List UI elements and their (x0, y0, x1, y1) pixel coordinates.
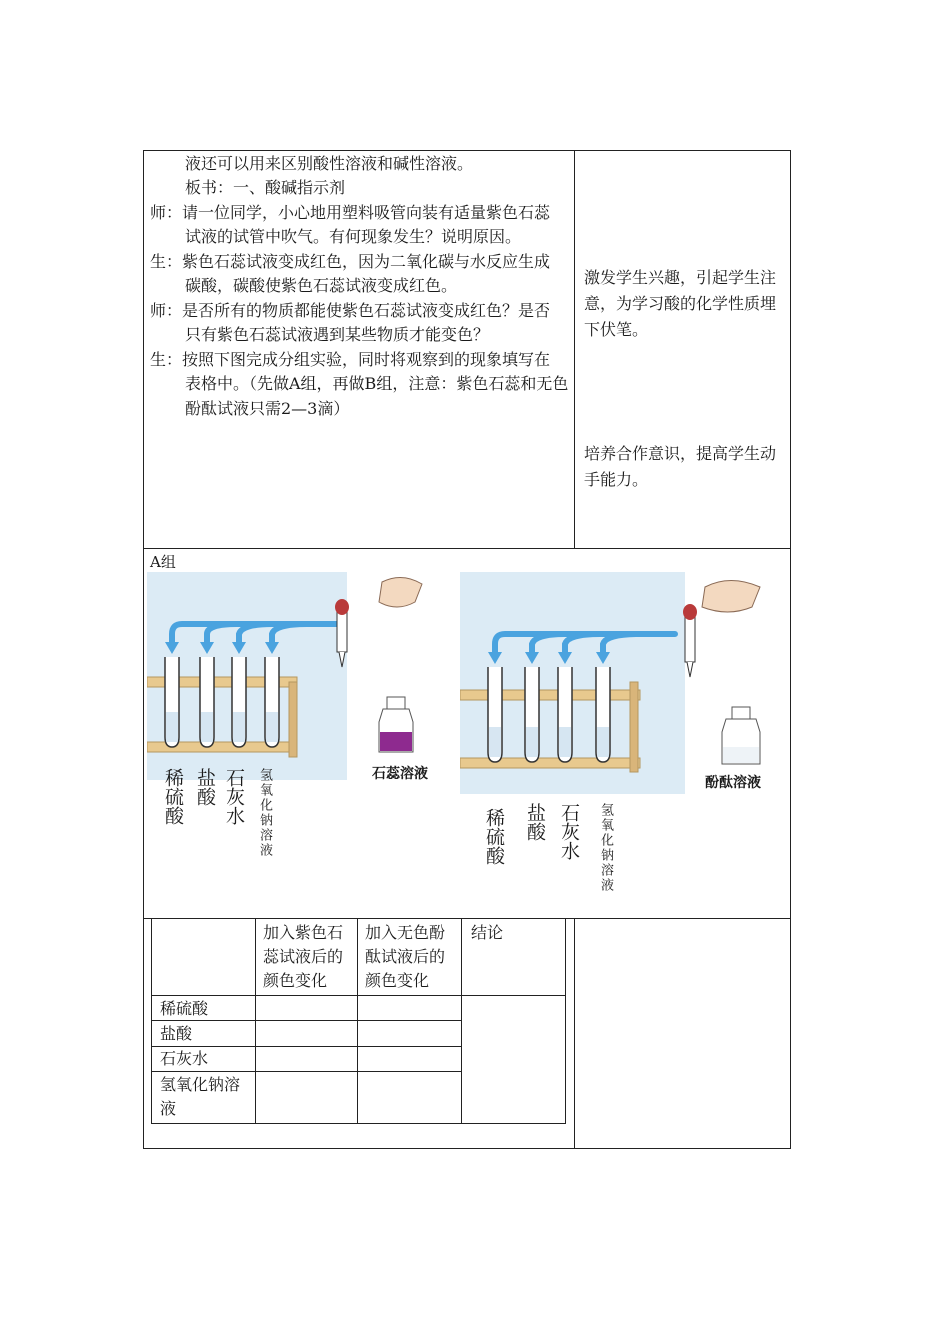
teaching-note-2: 培养合作意识，提高学生动手能力。 (584, 444, 777, 489)
table-row-label: 稀硫酸 (160, 999, 209, 1018)
left-label-sodium-hydroxide: 氢氧化钠溶液 (257, 768, 272, 858)
lesson-line: 只有紫色石蕊试液遇到某些物质才能变色？ (185, 325, 490, 344)
teaching-note-1: 激发学生兴趣，引起学生注意，为学习酸的化学性质埋下伏笔。 (584, 268, 777, 339)
results-table (151, 918, 566, 1124)
column-divider-bottom (574, 918, 575, 1149)
right-label-sodium-hydroxide: 氢氧化钠溶液 (598, 803, 613, 893)
column-divider-top (574, 150, 575, 549)
phenolphthalein-experiment-illustration (460, 572, 776, 794)
lesson-line: 试液的试管中吹气。有何现象发生？说明原因。 (185, 227, 522, 246)
litmus-bottle-label: 石蕊溶液 (372, 766, 428, 782)
phenolphthalein-bottle-label: 酚酞溶液 (705, 775, 761, 791)
left-label-limewater: 石灰水 (223, 768, 245, 825)
lesson-line: 碳酸，碳酸使紫色石蕊试液变成红色。 (185, 276, 458, 295)
lesson-line: 生：紫色石蕊试液变成红色，因为二氧化碳与水反应生成 (150, 252, 551, 271)
right-label-limewater: 石灰水 (558, 803, 580, 860)
table-row-label: 石灰水 (160, 1049, 209, 1068)
left-label-dilute-sulfuric-acid: 稀硫酸 (162, 768, 184, 825)
table-row-label: 氢氧化钠溶液 (160, 1075, 241, 1118)
lesson-line: 表格中。（先做A组，再做B组，注意：紫色石蕊和无色 (185, 374, 569, 393)
table-header-conclusion: 结论 (471, 923, 504, 942)
table-header-phenolphthalein: 加入无色酚酞试液后的颜色变化 (365, 923, 446, 990)
row-divider-1 (143, 548, 791, 549)
right-label-dilute-sulfuric-acid: 稀硫酸 (483, 808, 505, 865)
lesson-line: 生：按照下图完成分组实验，同时将观察到的现象填写在 (150, 350, 551, 369)
lesson-line: 板书：一、酸碱指示剂 (185, 178, 346, 197)
lesson-line: 酚酞试液只需2—3滴） (185, 399, 350, 418)
lesson-line: 液还可以用来区别酸性溶液和碱性溶液。 (185, 154, 474, 173)
right-label-hydrochloric-acid: 盐酸 (524, 803, 546, 841)
litmus-experiment-illustration (147, 572, 434, 780)
lesson-line: 师：请一位同学，小心地用塑料吸管向装有适量紫色石蕊 (150, 203, 551, 222)
table-header-litmus: 加入紫色石蕊试液后的颜色变化 (263, 923, 344, 990)
lesson-line: 师：是否所有的物质都能使紫色石蕊试液变成红色？是否 (150, 301, 551, 320)
table-row-label: 盐酸 (160, 1024, 193, 1043)
group-label: A组 (150, 553, 176, 571)
left-label-hydrochloric-acid: 盐酸 (194, 768, 216, 806)
